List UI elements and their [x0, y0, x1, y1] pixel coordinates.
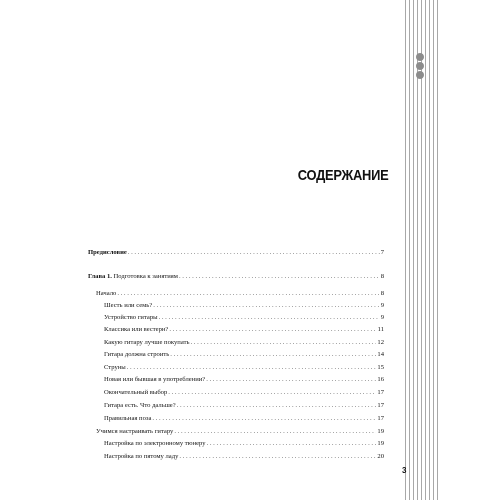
toc-entry-page: 9 [380, 314, 384, 321]
toc-entry[interactable] [96, 289, 384, 298]
toc-dot-leader [179, 452, 376, 461]
toc-dot-leader [177, 401, 377, 410]
toc-entry[interactable] [88, 248, 384, 257]
toc-dot-leader [153, 301, 379, 310]
toc-entry[interactable] [104, 452, 384, 461]
toc-dot-leader [170, 350, 376, 359]
toc-entry-page: 9 [380, 302, 384, 309]
decorative-dot-icon [416, 53, 424, 61]
toc-entry-label: Учимся настраивать гитару [96, 428, 174, 435]
toc-dot-leader [206, 375, 376, 384]
toc-entry[interactable] [104, 401, 384, 410]
toc-entry[interactable] [104, 363, 384, 372]
toc-entry-label: Правильная поза [104, 415, 152, 422]
toc-entry[interactable] [104, 414, 384, 423]
toc-entry-page: 7 [380, 249, 384, 256]
toc-entry-label: Начало [96, 290, 117, 297]
toc-entry-label: Новая или бывшая в употреблении? [104, 376, 206, 383]
toc-entry-page: 19 [377, 440, 384, 447]
toc-dot-leader [168, 388, 376, 397]
page-number: 3 [402, 466, 407, 475]
toc-entry[interactable] [104, 388, 384, 397]
toc-dot-leader [190, 338, 376, 347]
toc-dot-leader [117, 289, 379, 298]
toc-entry-label: Гитара есть. Что дальше? [104, 402, 176, 409]
toc-entry-page: 15 [377, 364, 384, 371]
toc-entry-label: Настройка по электронному тюнеру [104, 440, 206, 447]
toc-entry[interactable] [104, 301, 384, 310]
toc-entry-label: Настройка по пятому ладу [104, 453, 179, 460]
toc-dot-leader [128, 248, 380, 257]
toc-entry[interactable] [104, 439, 384, 448]
toc-entry-page: 8 [380, 273, 384, 280]
toc-dot-leader [174, 427, 376, 436]
toc-entry-page: 12 [377, 339, 384, 346]
toc-entry[interactable] [104, 375, 384, 384]
toc-dot-leader [159, 313, 380, 322]
toc-entry-label: Струны [104, 364, 126, 371]
toc-entry[interactable] [104, 313, 384, 322]
decorative-dot-icon [416, 71, 424, 79]
toc-entry-page: 19 [377, 428, 384, 435]
toc-entry-page: 14 [377, 351, 384, 358]
toc-entry-label: Классика или вестерн? [104, 326, 169, 333]
toc-entry-page: 17 [377, 389, 384, 396]
toc-entry[interactable] [104, 338, 384, 347]
toc-entry[interactable] [88, 272, 384, 281]
decorative-dot-icon [416, 62, 424, 70]
toc-entry[interactable] [104, 350, 384, 359]
toc-entry-page: 16 [377, 376, 384, 383]
toc-chapter-number: Глава 1. [88, 273, 114, 280]
toc-entry[interactable] [96, 427, 384, 436]
toc-entry[interactable] [104, 325, 384, 334]
toc-entry-page: 17 [377, 415, 384, 422]
toc-dot-leader [152, 414, 376, 423]
toc-entry-page: 11 [377, 326, 384, 333]
toc-entry-label: Гитара должна строить [104, 351, 170, 358]
toc-entry-label: Какую гитару лучше покупать [104, 339, 190, 346]
toc-entry-page: 8 [380, 290, 384, 297]
toc-dot-leader [169, 325, 376, 334]
toc-entry-page: 20 [377, 453, 384, 460]
toc-entry-label: Окончательный выбор [104, 389, 168, 396]
toc-entry-label: Шесть или семь? [104, 302, 153, 309]
toc-dot-leader [127, 363, 377, 372]
page-title: СОДЕРЖАНИЕ [297, 167, 388, 184]
toc-entry-label: Предисловие [88, 249, 127, 256]
toc-entry-label: Глава 1. Подготовка к занятиям [88, 273, 178, 280]
toc-entry-label: Устройство гитары [104, 314, 158, 321]
toc-dot-leader [207, 439, 377, 448]
toc-entry-page: 17 [377, 402, 384, 409]
table-of-contents [88, 0, 384, 500]
toc-dot-leader [179, 272, 380, 281]
